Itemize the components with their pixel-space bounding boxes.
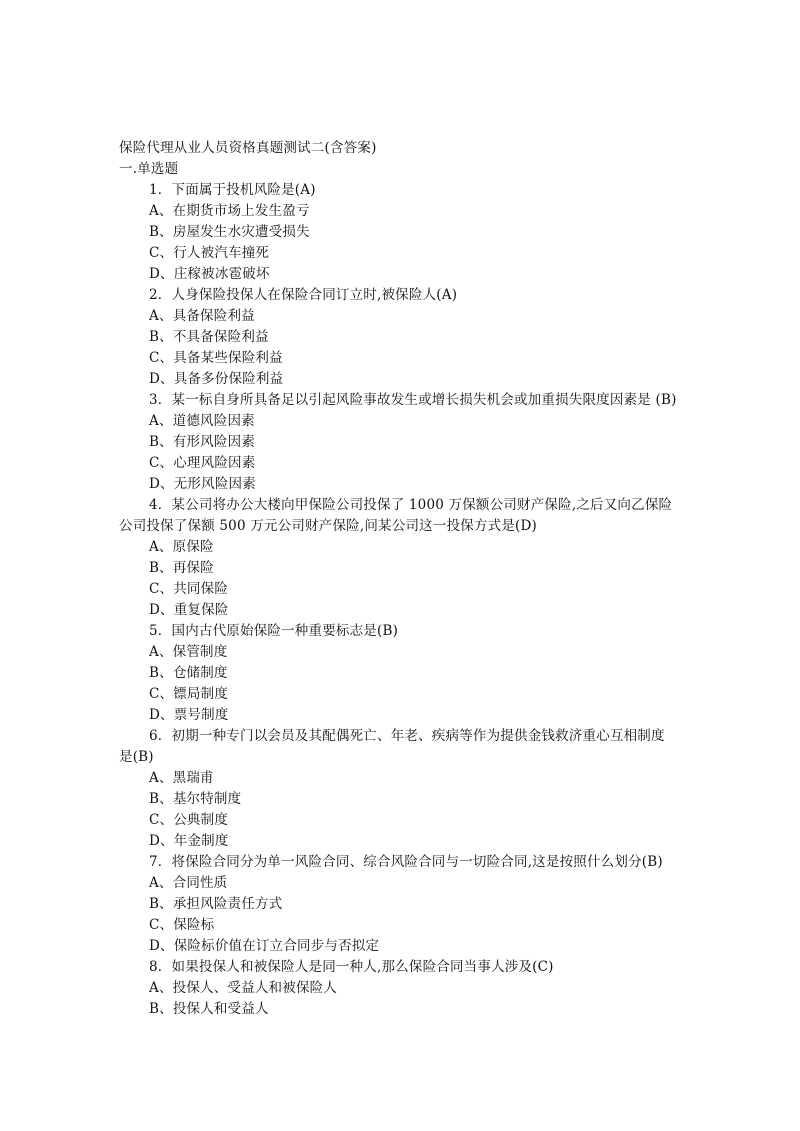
answer-option: B、再保险 xyxy=(149,560,214,576)
answer-option: A、具备保险利益 xyxy=(149,308,255,324)
answer-option: A、道德风险因素 xyxy=(149,413,255,429)
question-text-continued: 是(B) xyxy=(119,749,154,765)
answer-option: C、心理风险因素 xyxy=(149,455,256,471)
section-heading: 一.单选题 xyxy=(119,161,179,177)
answer-option: A、黑瑞甫 xyxy=(149,770,214,786)
answer-option: C、共同保险 xyxy=(149,581,229,597)
question-text: 7．将保险合同分为单一风险合同、综合风险合同与一切险合同,这是按照什么划分(B) xyxy=(149,854,663,870)
answer-option: A、合同性质 xyxy=(149,875,228,891)
document-title: 保险代理从业人员资格真题测试二(含答案) xyxy=(119,140,377,156)
answer-option: C、保险标 xyxy=(149,917,215,933)
question-text: 8．如果投保人和被保险人是同一种人,那么保险合同当事人涉及(C) xyxy=(149,959,554,975)
question-text-continued: 公司投保了保额 500 万元公司财产保险,问某公司这一投保方式是(D) xyxy=(119,518,537,534)
answer-option: B、承担风险责任方式 xyxy=(149,896,283,912)
answer-option: A、在期货市场上发生盈亏 xyxy=(149,203,310,219)
answer-option: A、保管制度 xyxy=(149,644,228,660)
question-text: 3．某一标自身所具备足以引起风险事故发生或增长损失机会或加重损失限度因素是 (B) xyxy=(149,392,677,408)
answer-option: D、具备多份保险利益 xyxy=(149,371,284,387)
answer-option: B、基尔特制度 xyxy=(149,791,242,807)
answer-option: B、投保人和受益人 xyxy=(149,1001,269,1017)
answer-option: A、原保险 xyxy=(149,539,214,555)
question-text: 5．国内古代原始保险一种重要标志是(B) xyxy=(149,623,399,639)
answer-option: D、重复保险 xyxy=(149,602,229,618)
answer-option: B、仓储制度 xyxy=(149,665,228,681)
answer-option: C、行人被汽车撞死 xyxy=(149,245,270,261)
question-text: 4．某公司将办公大楼向甲保险公司投保了 1000 万保额公司财产保险,之后又向乙保险 xyxy=(149,497,673,513)
answer-option: C、镖局制度 xyxy=(149,686,229,702)
answer-option: B、有形风险因素 xyxy=(149,434,256,450)
answer-option: D、票号制度 xyxy=(149,707,229,723)
answer-option: D、庄稼被冰雹破坏 xyxy=(149,266,270,282)
answer-option: A、投保人、受益人和被保险人 xyxy=(149,980,338,996)
answer-option: B、不具备保险利益 xyxy=(149,329,269,345)
answer-option: D、保险标价值在订立合同步与否拟定 xyxy=(149,938,380,954)
answer-option: D、无形风险因素 xyxy=(149,476,256,492)
answer-option: D、年金制度 xyxy=(149,833,229,849)
answer-option: C、公典制度 xyxy=(149,812,229,828)
answer-option: C、具备某些保险利益 xyxy=(149,350,283,366)
question-text: 2．人身保险投保人在保险合同订立时,被保险人(A) xyxy=(149,287,458,303)
answer-option: B、房屋发生水灾遭受损失 xyxy=(149,224,310,240)
question-text: 1．下面属于投机风险是(A) xyxy=(149,182,316,198)
question-text: 6．初期一种专门以会员及其配偶死亡、年老、疾病等作为提供金钱救济重心互相制度 xyxy=(149,728,665,744)
